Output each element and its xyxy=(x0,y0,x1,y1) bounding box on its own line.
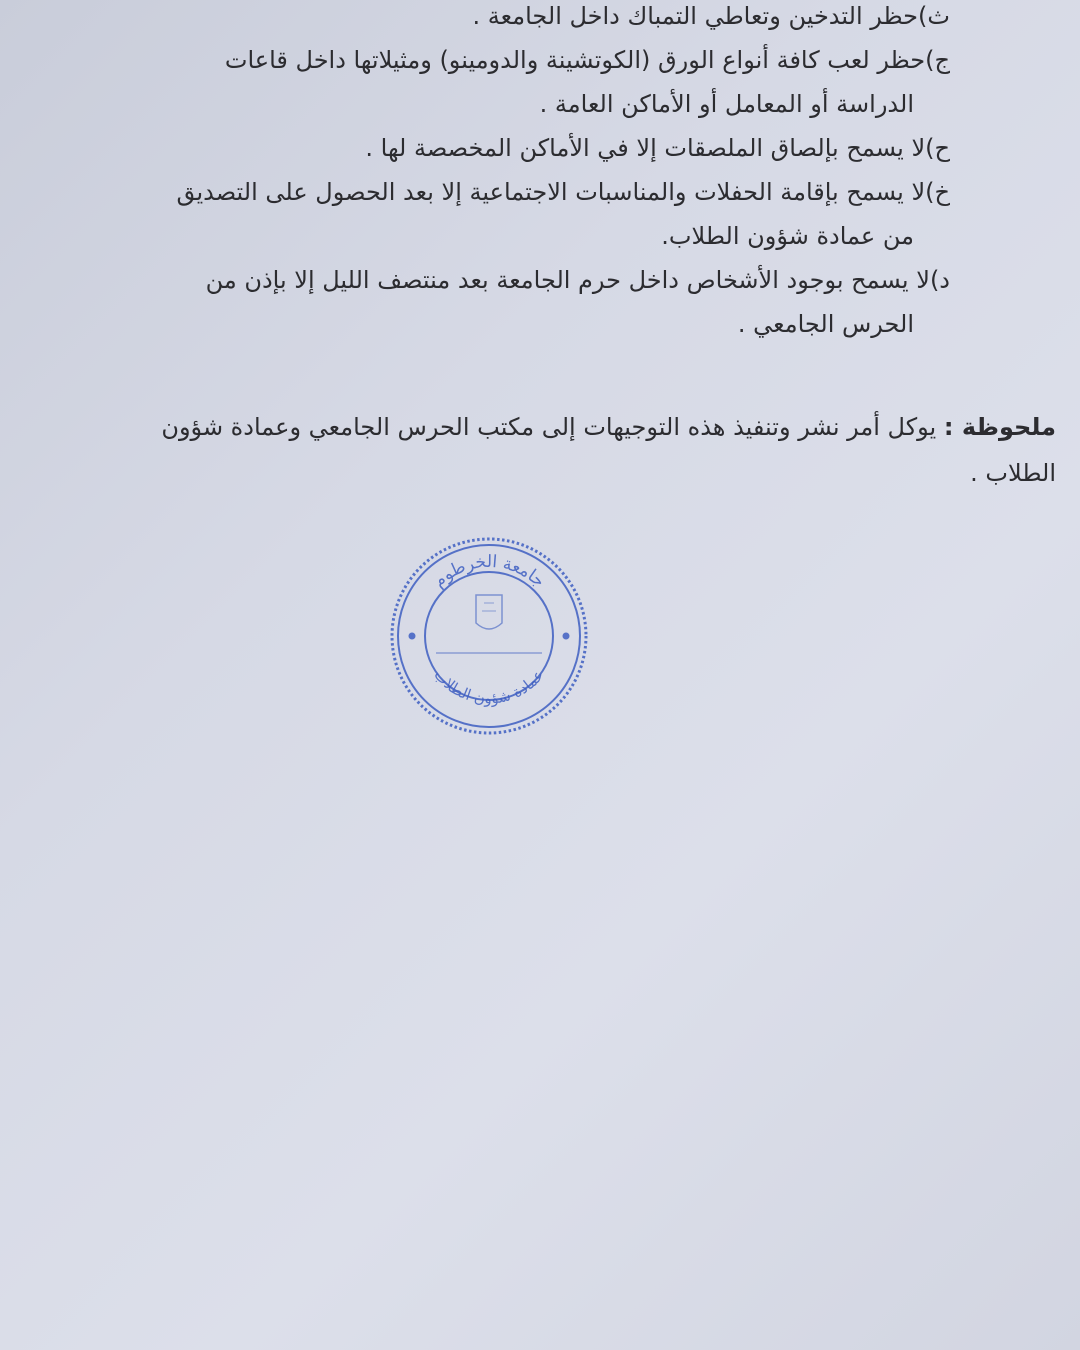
item-marker: ث) xyxy=(918,2,950,30)
item-marker: د) xyxy=(929,266,950,294)
rule-item-dal xyxy=(120,258,950,346)
note-paragraph xyxy=(116,404,1056,496)
rule-item-tha xyxy=(120,0,950,38)
item-text-continued: الدراسة أو المعامل أو الأماكن العامة . xyxy=(539,90,914,118)
item-marker: خ) xyxy=(925,178,950,206)
item-text: حظر التدخين وتعاطي التمباك داخل الجامعة . xyxy=(472,2,919,30)
item-marker: ج) xyxy=(925,46,950,74)
item-text: لا يسمح بوجود الأشخاص داخل حرم الجامعة بعد منتصف الليل إلا بإذن من xyxy=(205,266,930,294)
note-label: ملحوظة : xyxy=(943,413,1056,441)
rule-item-kha xyxy=(120,170,950,258)
item-text-continued: الحرس الجامعي . xyxy=(737,310,914,338)
item-text: لا يسمح بإقامة الحفلات والمناسبات الاجتماعية إلا بعد الحصول على التصديق xyxy=(176,178,926,206)
official-stamp xyxy=(388,535,590,737)
note-text-continued: الطلاب . xyxy=(970,459,1056,487)
rule-item-jim xyxy=(120,38,950,126)
item-marker: ح) xyxy=(925,134,950,162)
svg-text:جامعة الخرطوم xyxy=(429,552,549,592)
item-text: حظر لعب كافة أنواع الورق (الكوتشينة والدومينو) ومثيلاتها داخل قاعات xyxy=(224,46,926,74)
note-text: يوكل أمر نشر وتنفيذ هذه التوجيهات إلى مكتب الحرس الجامعي وعمادة شؤون xyxy=(161,413,937,441)
item-text-continued: من عمادة شؤون الطلاب. xyxy=(661,222,914,250)
svg-text:عمادة شؤون الطلاب xyxy=(430,666,547,708)
stamp-bottom-text: عمادة شؤون الطلاب xyxy=(430,665,548,708)
stamp-seal-icon xyxy=(388,535,590,737)
rule-item-ha xyxy=(120,126,950,170)
item-text: لا يسمح بإلصاق الملصقات إلا في الأماكن المخصصة لها . xyxy=(365,134,926,162)
stamp-top-text: جامعة الخرطوم xyxy=(429,551,549,592)
